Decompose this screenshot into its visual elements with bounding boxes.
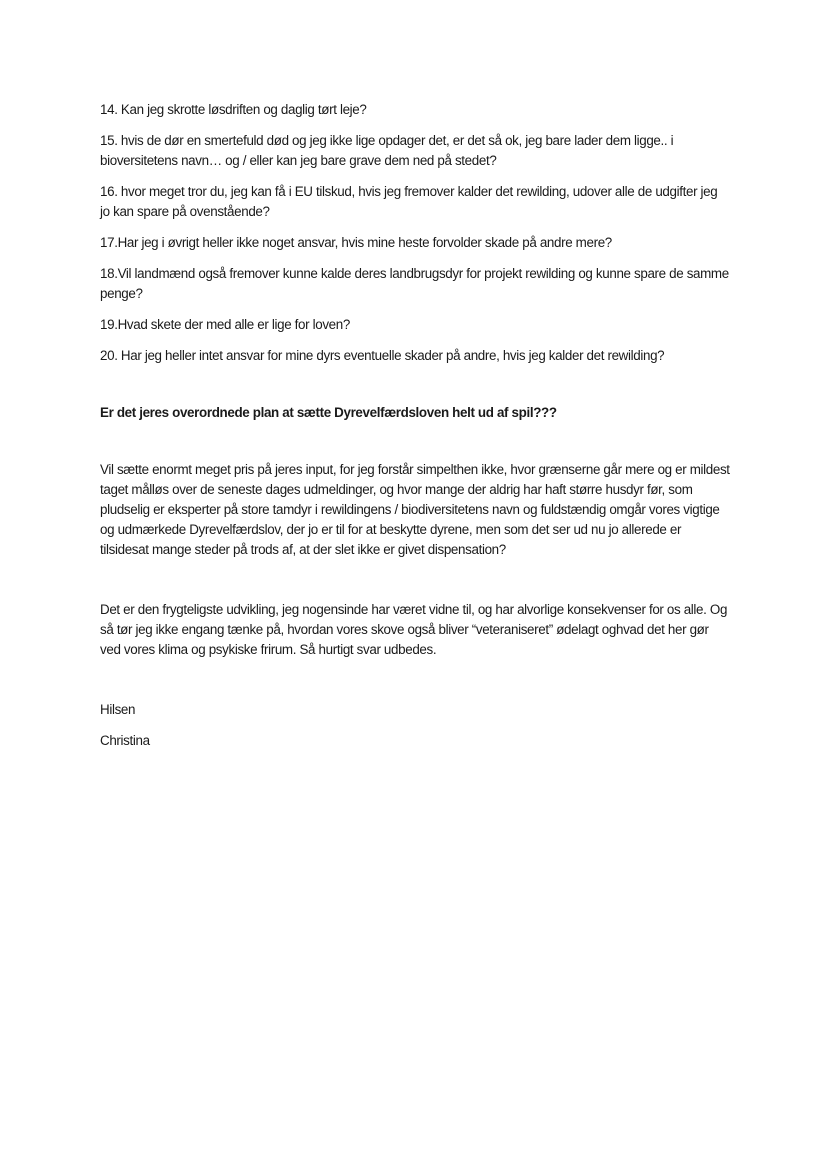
question-20: 20. Har jeg heller intet ansvar for mine dyrs eventuelle skader på andre, hvis jeg kalder det rewilding? <box>100 348 665 363</box>
question-16: 16. hvor meget tror du, jeg kan få i EU tilskud, hvis jeg fremover kalder det rewilding, udover alle de udgifter jeg jo kan spare på ovenstående? <box>100 184 718 219</box>
closing-greeting: Hilsen <box>100 702 136 717</box>
bold-heading: Er det jeres overordnede plan at sætte Dyrevelfærdsloven helt ud af spil??? <box>100 405 557 420</box>
paragraph-input-request: Vil sætte enormt meget pris på jeres input, for jeg forstår simpelthen ikke, hvor grænserne går mere og er mildest taget målløs over de seneste dages udmeldinger, og hvor mange der aldrig har haft større husdyr før, som pludselig er eksperter på store tamdyr i rewildingens / biodiversitetens navn og fuldstændig omgår vores vigtige og udmærkede Dyrevelfærdslov, der jo er til for at beskytte dyrene, men som det ser ud nu jo allerede er tilsidesat mange steder på trods af, at der slet ikke er givet dispensation? <box>100 462 730 557</box>
paragraph-development: Det er den frygteligste udvikling, jeg nogensinde har været vidne til, og har alvorlige konsekvenser for os alle. Og så tør jeg ikke engang tænke på, hvordan vores skove også bliver “veteraniseret” ødelagt oghvad det her gør ved vores klima og psykiske frirum. Så hurtigt svar udbedes. <box>100 602 728 657</box>
question-14: 14. Kan jeg skrotte løsdriften og daglig tørt leje? <box>100 102 367 117</box>
question-19: 19.Hvad skete der med alle er lige for loven? <box>100 317 350 332</box>
signature-name: Christina <box>100 733 150 748</box>
question-18: 18.Vil landmænd også fremover kunne kalde deres landbrugsdyr for projekt rewilding og kunne spare de samme penge? <box>100 266 729 301</box>
question-15: 15. hvis de dør en smertefuld død og jeg ikke lige opdager det, er det så ok, jeg bare lader dem ligge.. i bioversitetens navn… og / eller kan jeg bare grave dem ned på stedet? <box>100 133 674 168</box>
question-17: 17.Har jeg i øvrigt heller ikke noget ansvar, hvis mine heste forvolder skade på andre mere? <box>100 235 612 250</box>
letter-body <box>100 100 730 751</box>
